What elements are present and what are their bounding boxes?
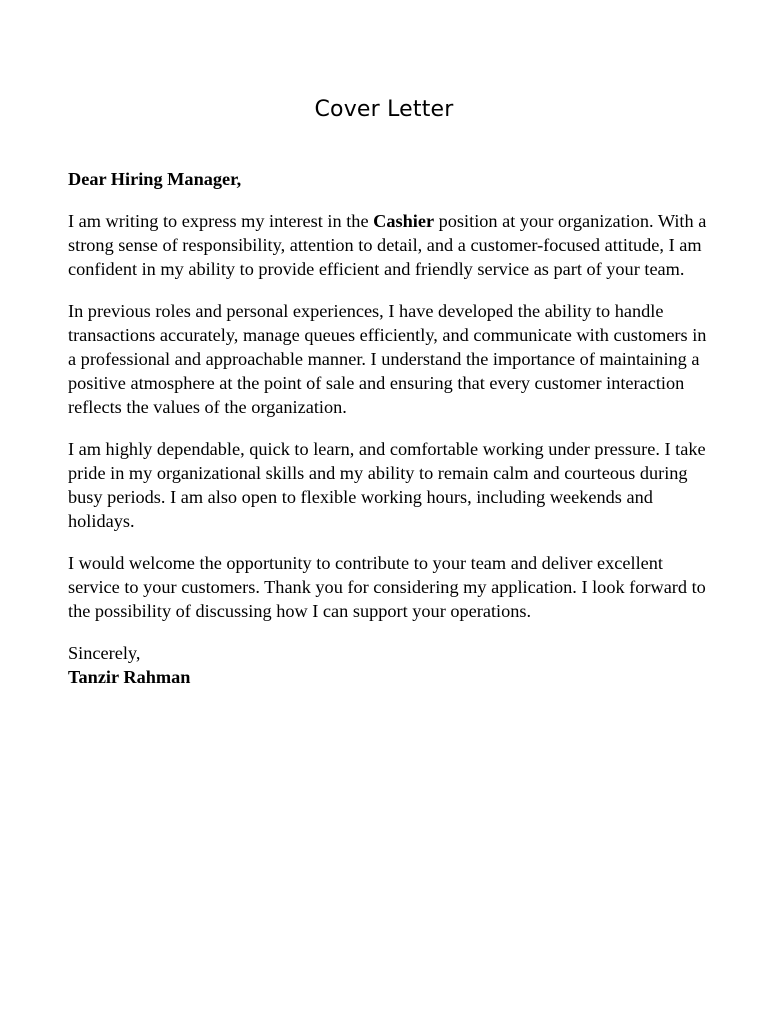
paragraph-intro-lead: I am writing to express my interest in the	[68, 211, 374, 231]
document-title: Cover Letter	[314, 97, 454, 122]
paragraph-intro	[68, 209, 708, 281]
greeting: Dear Hiring Manager,	[68, 169, 242, 189]
letter-body	[68, 167, 708, 707]
paragraph-qualities: I am highly dependable, quick to learn, and comfortable working under pressure. I take pride in my organizational skills and my ability to remain calm and courteous during busy periods. I am also open to flexible working hours, including weekends and holidays.	[68, 439, 706, 531]
position-name: Cashier	[373, 211, 435, 231]
signature-block	[68, 641, 708, 689]
signoff: Sincerely,	[68, 643, 141, 663]
paragraph-closing: I would welcome the opportunity to contribute to your team and deliver excellent service to your customers. Thank you for considering my application. I look forward to the possibility of discussing how I can support your operations.	[68, 553, 706, 621]
paragraph-experience: In previous roles and personal experiences, I have developed the ability to handle transactions accurately, manage queues efficiently, and communicate with customers in a professional and approachable manner. I understand the importance of maintaining a positive atmosphere at the point of sale and ensuring that every customer interaction reflects the values of the organization.	[68, 301, 707, 417]
paragraph-intro-rest: position at your organization. With a strong sense of responsibility, attention to detail, and a customer-focused attitude, I am confident in my ability to provide efficient and friendly service as part of your team.	[68, 211, 707, 279]
signer-name: Tanzir Rahman	[68, 667, 191, 687]
